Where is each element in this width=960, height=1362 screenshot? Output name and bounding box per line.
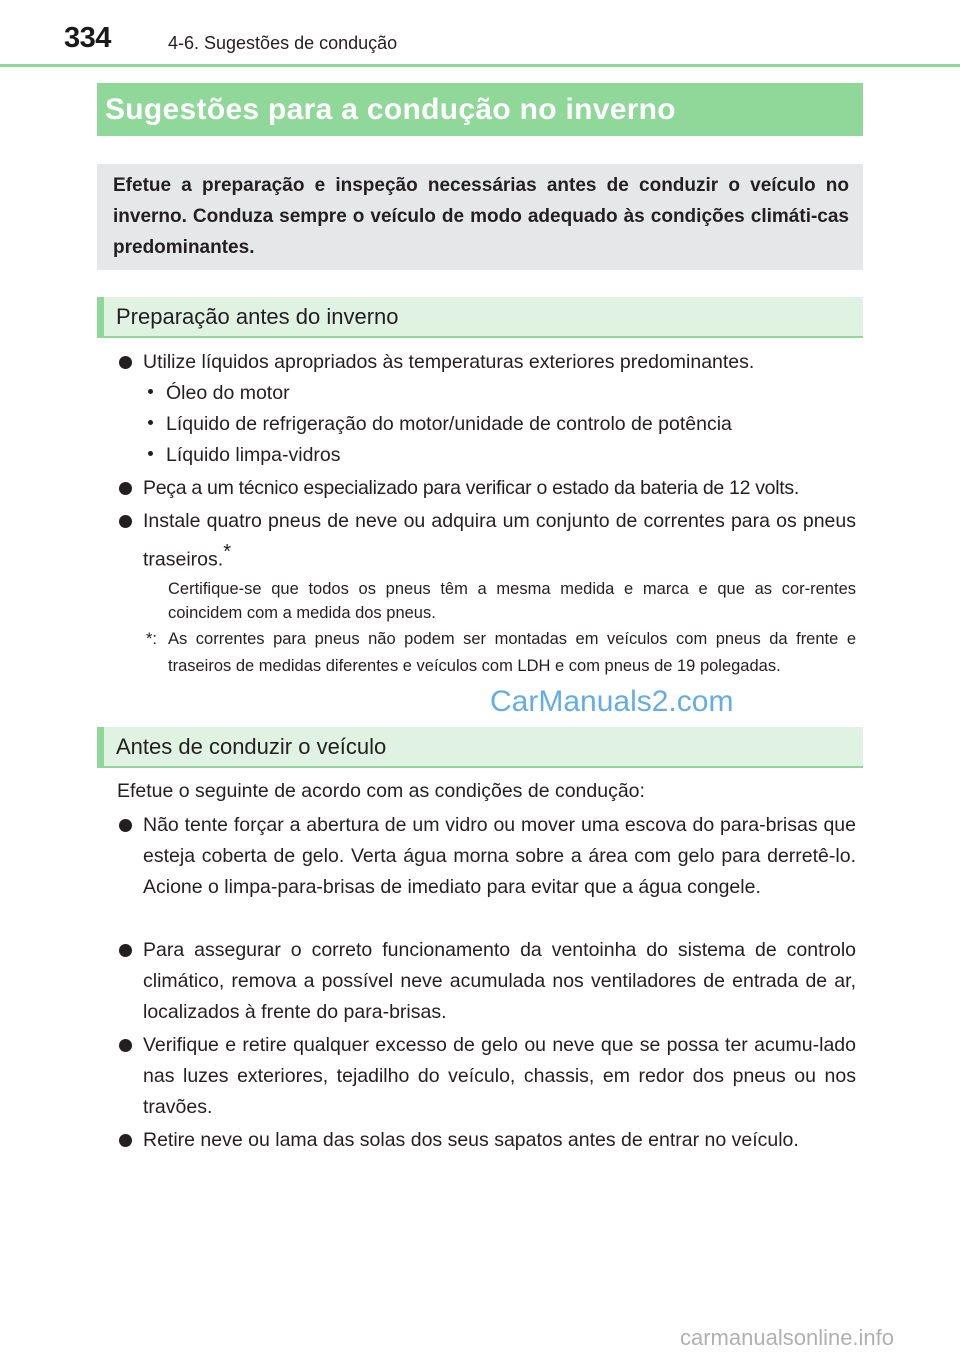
section-title-before-driving: Antes de conduzir o veículo (116, 734, 387, 759)
watermark-logo: CarManuals2.com (490, 685, 734, 718)
intro-text: Efetue a preparação e inspeção necessárias antes de conduzir o veículo no inverno. Conduza sempre o veículo de modo adequado às condições climáti-cas predominantes. (113, 175, 849, 258)
header-section-title: 4-6. Sugestões de condução (168, 33, 398, 53)
footnote-marker: * (223, 541, 231, 563)
bullet-ice-glass (114, 810, 856, 903)
main-title: Sugestões para a condução no inverno (105, 93, 676, 126)
tire-note: Certifique-se que todos os pneus têm a mesma medida e marca e que as cor-rentes coincidem com a medida dos pneus. (168, 580, 856, 622)
bullet-remove-snow (114, 1030, 856, 1123)
intro-box (97, 164, 863, 270)
bullet-icon (119, 515, 132, 528)
footnote-mark: *: (146, 630, 158, 648)
bullet-fluids (114, 347, 856, 378)
bullet-icon (119, 944, 132, 957)
bullet-air-inlet (114, 935, 856, 1028)
bullet-icon (119, 482, 132, 495)
bullet-icon (119, 819, 132, 832)
section-header-before-driving (97, 727, 863, 768)
footer-site-watermark: carmanualsonline.info (680, 1325, 895, 1350)
sub-item-text: Óleo do motor (166, 382, 290, 404)
sub-item-washer-fluid (148, 440, 341, 471)
section2-intro: Efetue o seguinte de acordo com as condições de condução: (117, 780, 645, 802)
bullet-text: Retire neve ou lama das solas dos seus sapatos antes de entrar no veículo. (143, 1129, 799, 1151)
sub-bullet-icon (148, 420, 153, 425)
sub-bullet-icon (148, 451, 153, 456)
sub-bullet-icon (148, 389, 153, 394)
bullet-battery (114, 473, 856, 504)
bullet-text: Utilize líquidos apropriados às temperaturas exteriores predominantes. (143, 351, 755, 373)
sub-item-engine-oil (148, 378, 290, 409)
section-title-preparation: Preparação antes do inverno (116, 304, 399, 329)
bullet-icon (119, 1134, 132, 1147)
bullet-text: Não tente forçar a abertura de um vidro ou mover uma escova do para-brisas que esteja coberta de gelo. Verta água morna sobre a área com gelo para derretê-lo. Acione o limpa-para-brisas de imediato para evitar que a água congele. (143, 814, 856, 898)
main-title-bar (97, 83, 863, 136)
bullet-text: Para assegurar o correto funcionamento da ventoinha do sistema de controlo climático, remova a possível neve acumulada nos ventiladores de entrada de ar, localizados à frente do para-brisas. (143, 939, 856, 1023)
bullet-icon (119, 1039, 132, 1052)
bullet-shoes (114, 1125, 856, 1156)
section-header-preparation (97, 297, 863, 338)
sub-item-text: Líquido limpa-vidros (166, 444, 341, 466)
bullet-text: Instale quatro pneus de neve ou adquira um conjunto de correntes para os pneus traseiros. (143, 510, 856, 571)
bullet-snow-tires (114, 506, 856, 576)
page-number: 334 (64, 22, 111, 54)
sub-item-text: Líquido de refrigeração do motor/unidade de controlo de potência (166, 413, 732, 435)
header-divider (0, 64, 960, 67)
bullet-icon (119, 356, 132, 369)
sub-item-coolant (148, 409, 732, 440)
bullet-text: Peça a um técnico especializado para verificar o estado da bateria de 12 volts. (143, 477, 799, 499)
footnote (146, 626, 856, 680)
footnote-text: As correntes para pneus não podem ser montadas em veículos com pneus da frente e traseiros de medidas diferentes e veículos com LDH e com pneus de 19 polegadas. (168, 630, 856, 675)
bullet-text: Verifique e retire qualquer excesso de gelo ou neve que se possa ter acumu-lado nas luzes exteriores, tejadilho do veículo, chassis, em redor dos pneus ou nos travões. (143, 1034, 856, 1118)
